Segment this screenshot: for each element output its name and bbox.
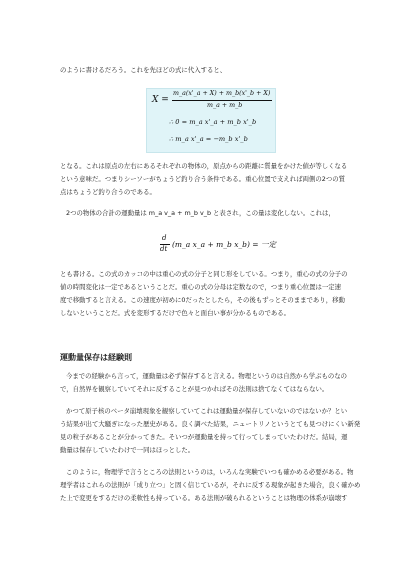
equation-line3: ∴ m_a x'_a = −m_b x'_b	[169, 135, 248, 143]
paragraph-1: となる。これは原点の左右にあるそれぞれの物体の，原点からの距離に質量をかけた値が等しくなる という意味だ。つまりシーソーがちょうど釣り合う条件である。重心位置で支えれば両側の2つの質 点はちょうど釣り合うのである。	[60, 162, 348, 196]
fraction-bar	[172, 100, 272, 101]
equation-line2: ∴ 0 = m_a x'_a + m_b x'_b	[169, 118, 257, 126]
paragraph-3: とも書ける。この式のカッコの中は重心の式の分子と同じ形をしている。つまり，重心の式の分子の 値の時間変化は一定であるということだ。重心の式の分母は定数なので，つまり重心位置は一定速 度で移動すると言える。この速度が初めに0だったとしたら，その後もずっとそのままであり，移動 しないということだ。式を変形するだけで色々と面白い事が分かるものである。	[60, 270, 348, 317]
equation-lhs: X =	[152, 95, 169, 105]
section-heading: 運動量保存は経験則	[60, 353, 132, 362]
deriv-denominator: dt	[160, 245, 168, 253]
intro-line: のように書けるだろう。これを先ほどの式に代入すると、	[60, 66, 227, 74]
equation-denominator: m_a + m_b	[207, 102, 243, 109]
deriv-numerator: d	[162, 234, 167, 242]
paragraph-2: 2つの物体の合計の運動量は m_a v_a + m_b v_b と表され，この量は変化しない。これは，	[66, 209, 335, 217]
paragraph-5: かつて原子核のベータ崩壊現象を観察していてこれは運動量が保存していないのではないか？とい う結果が出て大騒ぎになった歴史がある。良く調べた結果，ニュートリノというとても見つけにくい新発 見の粒子があることが分かってきた。そいつが運動量を持って行ってしまっていたわけだ。結局，運 動量は保存していたわけで一同はほっとした。	[60, 407, 360, 454]
equation2-body: (m_a x_a + m_b x_b) = 一定	[172, 240, 276, 249]
paragraph-4: 今までの経験から言って，運動量は必ず保存すると言える。物理というのは自然から学ぶものなの で，自然界を観察していてそれに反することが見つかればその法則は捨てなくてはならない。	[60, 372, 348, 393]
equation-box-center-of-mass	[146, 88, 276, 153]
equation-numerator: m_a(x'_a + X) + m_b(x'_b + X)	[173, 90, 271, 97]
paragraph-6: このように，物理学で言うところの法則というのは，いろんな実験でいつも確かめる必要がある。物 理学者はこれらの法則が「成り立つ」と固く信じているが，それに反する現象が起きた場合，良く確かめ た上で変更をするだけの柔軟性も持っている。ある法則が破られるということは物理の体系が崩壊す	[60, 468, 360, 502]
equation-momentum-derivative	[160, 234, 320, 264]
